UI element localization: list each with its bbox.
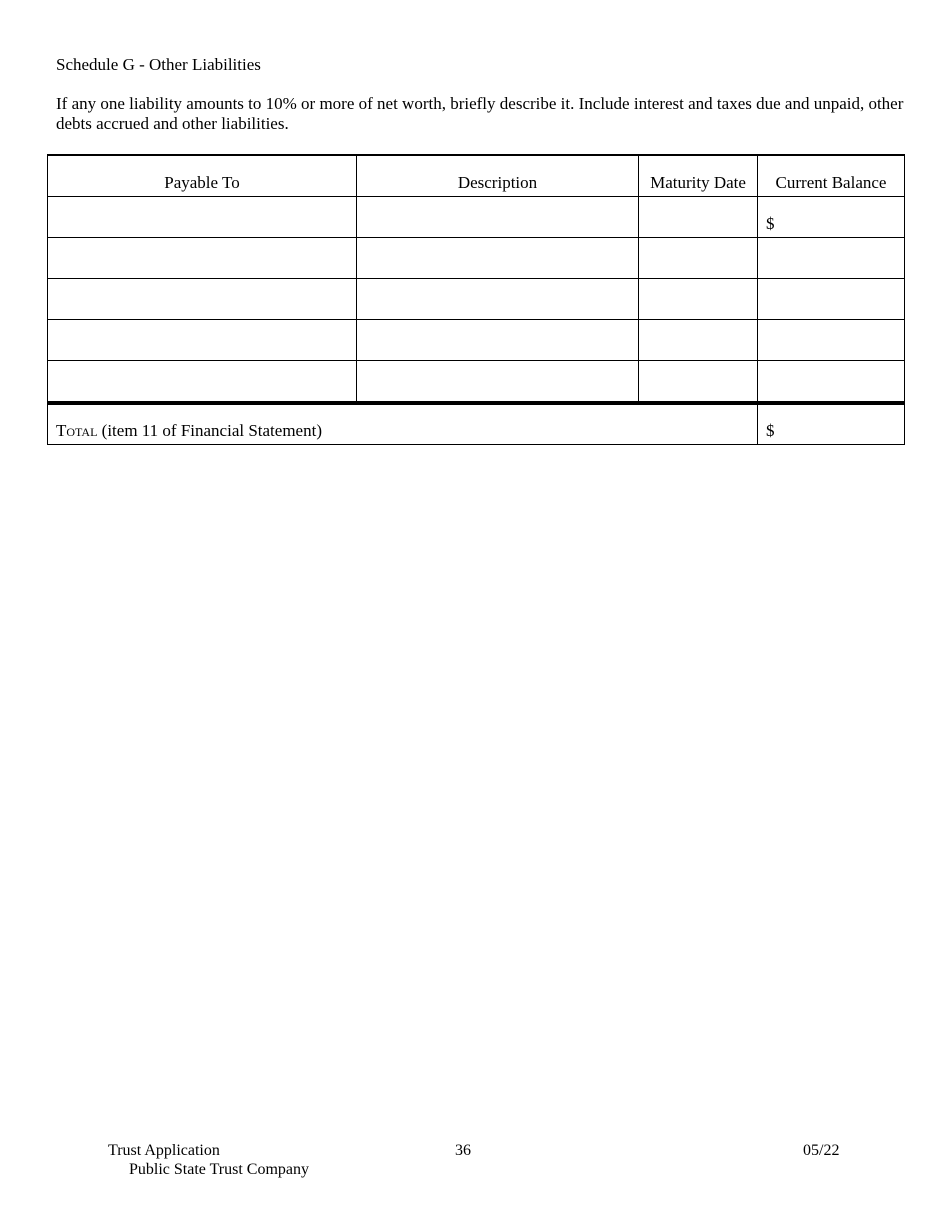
cell-description[interactable] — [357, 279, 639, 320]
cell-maturity-date[interactable] — [639, 361, 758, 404]
header-maturity-date: Maturity Date — [639, 155, 758, 197]
table-row — [48, 361, 905, 404]
cell-current-balance[interactable]: $ — [758, 197, 905, 238]
header-description: Description — [357, 155, 639, 197]
total-value[interactable]: $ — [758, 403, 905, 445]
table-row — [48, 197, 905, 238]
table-row — [48, 320, 905, 361]
table-row — [48, 279, 905, 320]
cell-current-balance[interactable] — [758, 361, 905, 404]
footer-company: Public State Trust Company — [129, 1161, 310, 1178]
footer-revision: 05/22 — [803, 1142, 840, 1159]
cell-description[interactable] — [357, 361, 639, 404]
cell-description[interactable] — [357, 238, 639, 279]
page-title: Schedule G - Other Liabilities — [56, 55, 261, 74]
cell-current-balance[interactable] — [758, 238, 905, 279]
table-row — [48, 238, 905, 279]
cell-maturity-date[interactable] — [639, 320, 758, 361]
cell-description[interactable] — [357, 320, 639, 361]
total-label-rest: (item 11 of Financial Statement) — [97, 421, 322, 440]
header-payable-to: Payable To — [48, 155, 357, 197]
footer-left — [108, 1141, 309, 1179]
total-label-smallcaps: otal — [66, 421, 98, 440]
cell-maturity-date[interactable] — [639, 238, 758, 279]
cell-current-balance[interactable] — [758, 320, 905, 361]
cell-payable-to[interactable] — [48, 320, 357, 361]
cell-current-balance[interactable] — [758, 279, 905, 320]
cell-payable-to[interactable] — [48, 197, 357, 238]
cell-maturity-date[interactable] — [639, 279, 758, 320]
cell-maturity-date[interactable] — [639, 197, 758, 238]
cell-payable-to[interactable] — [48, 361, 357, 404]
instructions-text: If any one liability amounts to 10% or more of net worth, briefly describe it. Include interest and taxes due and unpaid, other debts accrued and other liabilities. — [56, 94, 904, 133]
total-label — [48, 403, 758, 445]
footer-doc-name: Trust Application — [108, 1142, 220, 1159]
total-row — [48, 403, 905, 445]
cell-payable-to[interactable] — [48, 279, 357, 320]
footer-page-number: 36 — [455, 1142, 471, 1159]
table-header-row — [48, 155, 905, 197]
cell-description[interactable] — [357, 197, 639, 238]
other-liabilities-table — [47, 154, 905, 445]
total-label-initial: T — [56, 421, 67, 440]
cell-payable-to[interactable] — [48, 238, 357, 279]
header-current-balance: Current Balance — [758, 155, 905, 197]
